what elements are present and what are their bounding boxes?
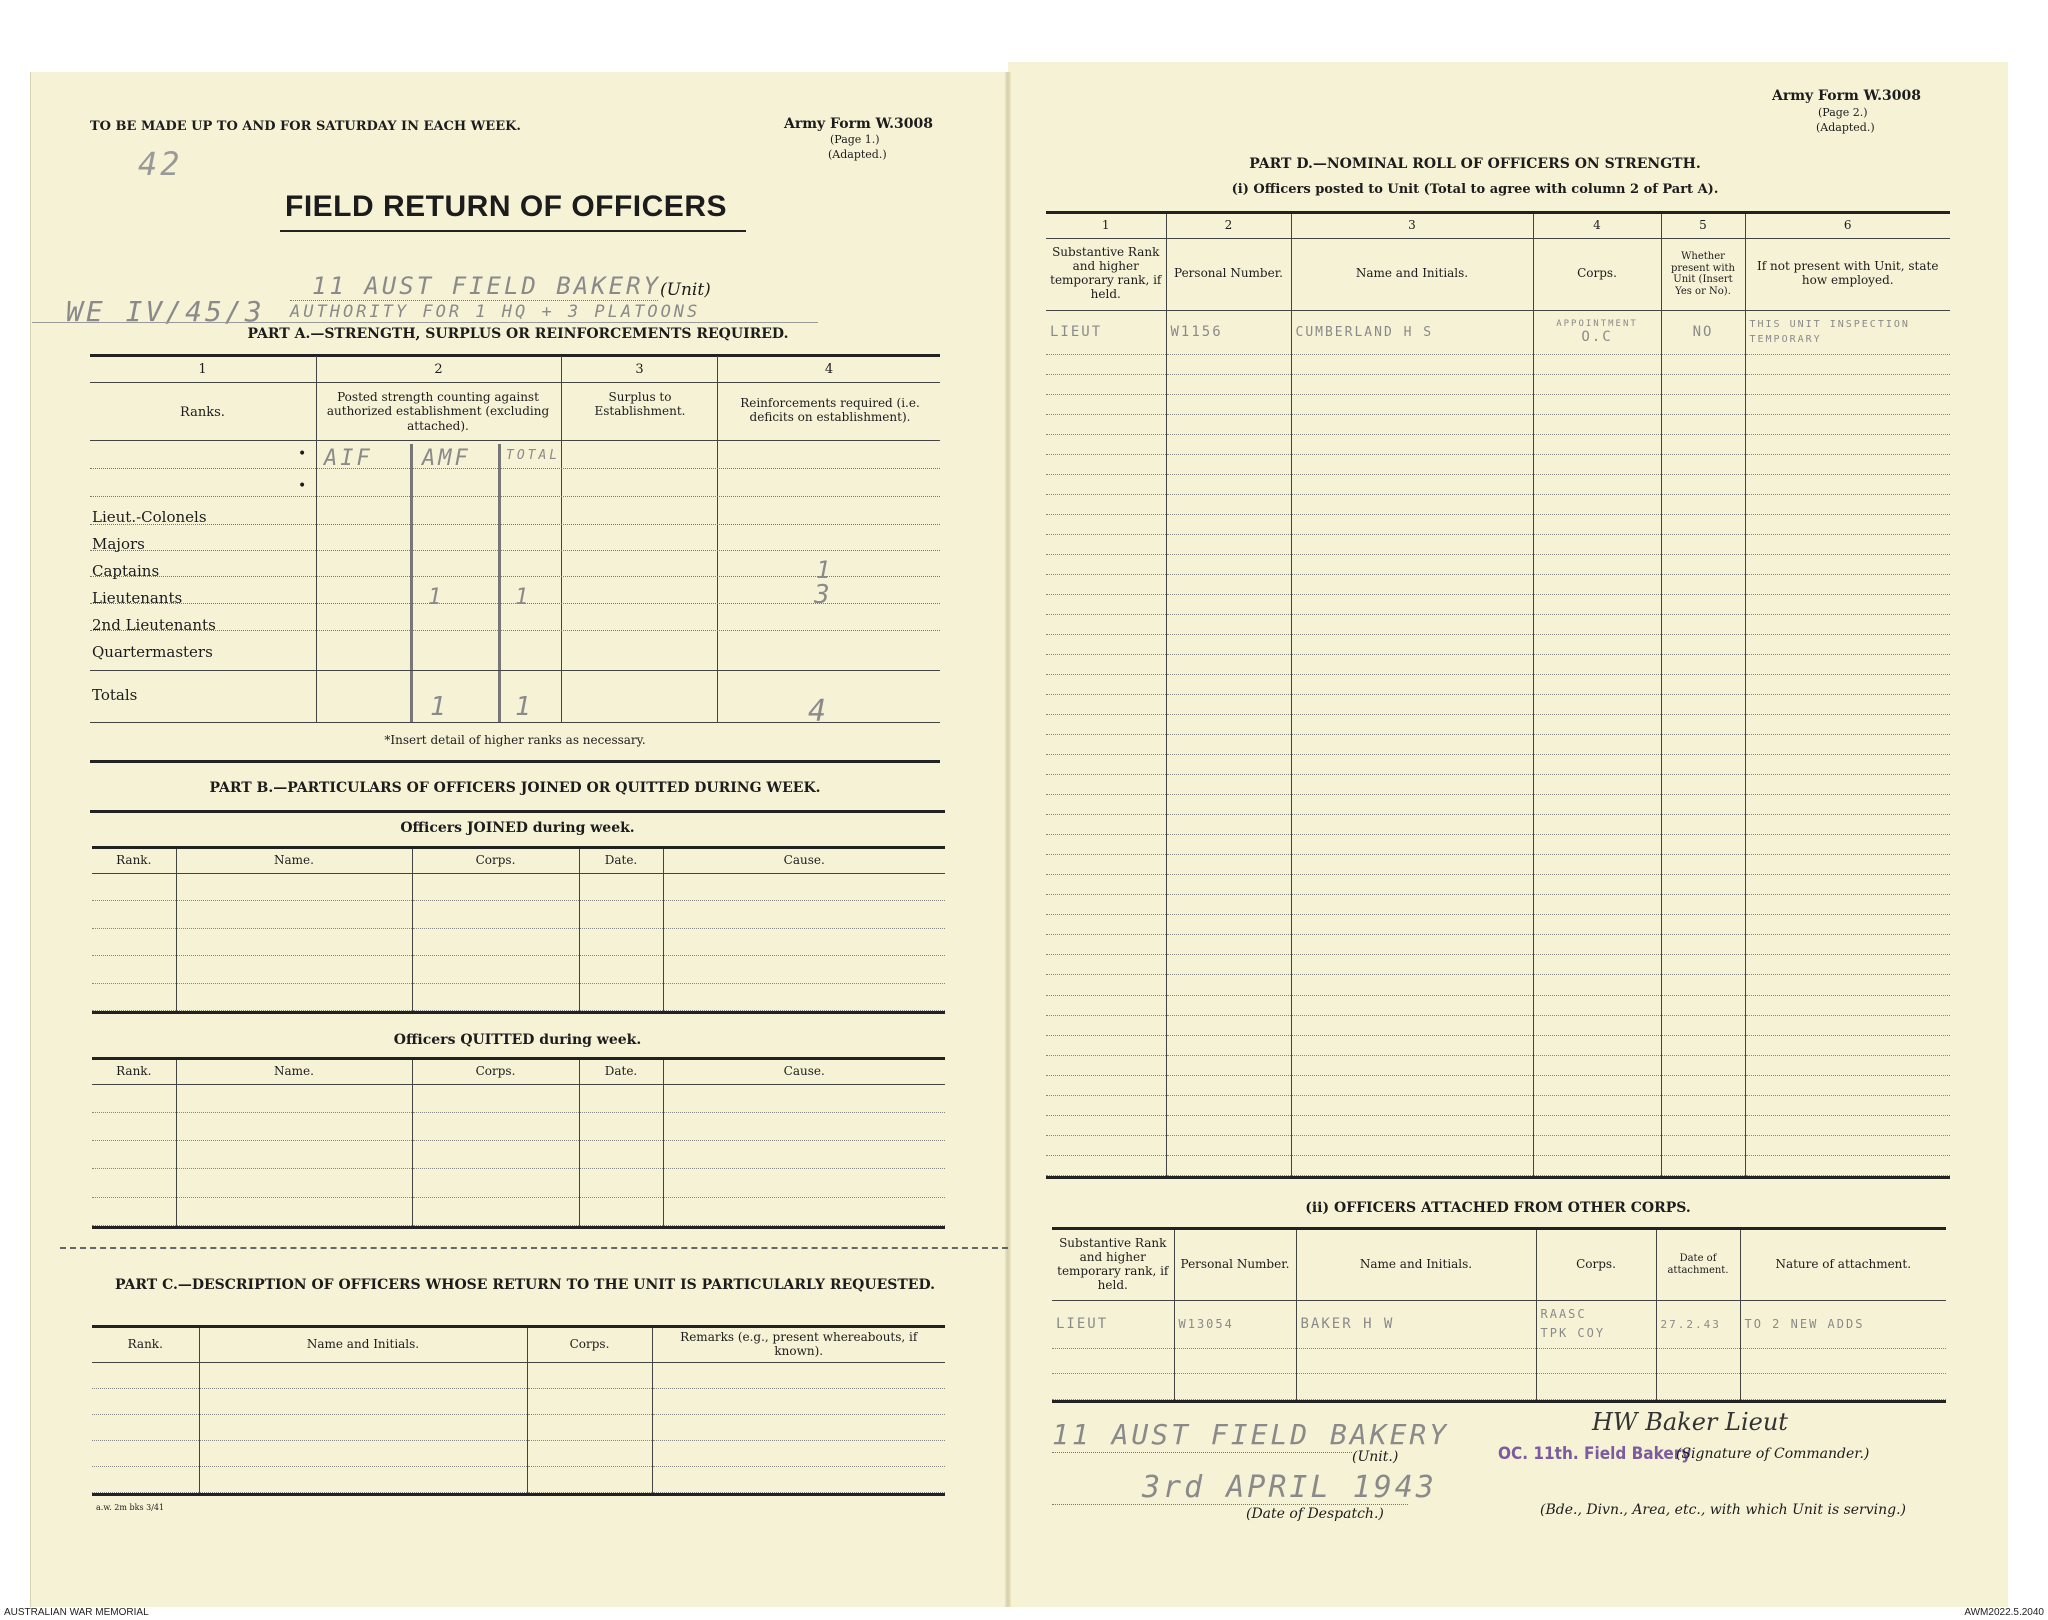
table-row [1046,715,1950,735]
table-row [1046,775,1950,795]
row-corps-value: O.C [1581,329,1613,345]
table-row [1052,1374,1946,1400]
part-a-col4-number: 4 [824,362,834,377]
table-row [92,1084,945,1112]
part-d-subtitle-i: (i) Officers posted to Unit (Total to agree with column 2 of Part A). [1231,182,1719,197]
table-row [1046,675,1950,695]
lieut-total-value: 1 [515,585,532,610]
part-d-num-2: 2 [1166,214,1291,238]
lieut-aif-value: 1 [428,585,445,610]
rank-captains: Captains [92,562,160,580]
part-d-title: PART D.—NOMINAL ROLL OF OFFICERS ON STRENGTH. [1249,156,1701,172]
table-row [1046,1135,1950,1155]
part-d-col-corps: Corps. [1533,238,1661,310]
row-employed: THIS UNIT INSPECTION TEMPORARY [1745,310,1950,354]
table-row [92,1440,945,1466]
rank-lieut-colonels: Lieut.-Colonels [92,508,207,526]
part-a-rule-3 [90,440,940,441]
joined-col-rank: Rank. [92,849,176,873]
part-a-totals-rule [90,670,940,671]
row-corps [1533,310,1661,354]
part-a-footnote: *Insert detail of higher ranks as necessary. [384,733,646,747]
despatch-date-label: (Date of Despatch.) [1246,1506,1384,1522]
unit-stamp: OC. 11th. Field Bakery [1498,1444,1692,1464]
attached-row-date: 27.2.43 [1656,1300,1740,1348]
row-name: CUMBERLAND H S [1291,310,1533,354]
total-total-value: 1 [515,692,534,722]
captains-reinf-value: 1 [816,556,834,584]
part-a-col3-header: Surplus to Establishment. [594,390,686,419]
row-number: W1156 [1166,310,1291,354]
unit-name-handwritten: 11 AUST FIELD BAKERY [312,272,661,300]
total-aif-value: 1 [430,692,449,722]
part-a-dot-3 [90,524,940,525]
amf-subheader: AMF [422,446,471,471]
table-row [1046,594,1950,614]
table-row [1046,1095,1950,1115]
handwritten-number: 42 [138,145,183,183]
table-row [92,983,945,1011]
part-a-rule-2 [90,382,940,383]
table-row [1046,795,1950,815]
asterisk-1: • [298,446,307,462]
table-row [1046,875,1950,895]
tear-line [60,1247,1008,1249]
part-a-col1-header: Ranks. [180,405,225,420]
attached-col-date: Date of attachment. [1656,1230,1740,1300]
table-row [92,1414,945,1440]
part-d-col-present: Whether present with Unit (Insert Yes or No). [1661,238,1745,310]
part-d-col-rank: Substantive Rank and higher temporary rank, if held. [1046,238,1166,310]
quitted-col-name: Name. [176,1060,412,1084]
table-row [1046,614,1950,634]
pencil-divider-1 [410,444,413,722]
footer-right: AWM2022.5.2040 [1964,1607,2044,1618]
rank-quartermasters: Quartermasters [92,643,213,661]
part-a-col2-header: Posted strength counting against authorized establishment (excluding attached). [326,390,550,433]
table-row [1046,654,1950,674]
table-row [1046,1075,1950,1095]
attached-row-rank: LIEUT [1052,1300,1174,1348]
table-row [1046,434,1950,454]
table-row [1046,310,1950,354]
part-a-dot-2 [90,496,940,497]
table-row [92,1362,945,1388]
row-corps-note: APPOINTMENT [1556,319,1638,329]
joined-col-name: Name. [176,849,412,873]
part-a-col4-header: Reinforcements required (i.e. deficits on establishment). [740,396,920,425]
rank-majors: Majors [92,535,145,553]
attached-row-corps-2: TPK COY [1540,1326,1606,1340]
joined-col-date: Date. [579,849,663,873]
part-b-top-rule [90,810,945,813]
table-row [1046,955,1950,975]
table-row [1046,514,1950,534]
part-c-title: PART C.—DESCRIPTION OF OFFICERS WHOSE RETURN TO THE UNIT IS PARTICULARLY REQUESTED. [115,1277,935,1293]
quitted-title: Officers QUITTED during week. [393,1032,642,1048]
table-row [1046,1035,1950,1055]
bde-label: (Bde., Divn., Area, etc., with which Unit is serving.) [1540,1502,1907,1518]
table-row [92,1197,945,1225]
table-row [1046,895,1950,915]
row-present: NO [1661,310,1745,354]
table-row [1046,494,1950,514]
rank-totals: Totals [92,686,138,704]
rank-lieutenants: Lieutenants [92,589,183,607]
part-a-top-rule [90,354,940,357]
aif-subheader: AIF [324,446,373,471]
part-a-dot-4 [90,550,940,551]
signature-unit-label: (Unit.) [1352,1449,1399,1465]
despatch-date-handwritten: 3rd APRIL 1943 [1142,1470,1437,1505]
joined-col-corps: Corps. [412,849,579,873]
part-a-col2-number: 2 [434,362,443,377]
table-row [1052,1300,1946,1348]
table-row [1046,835,1950,855]
part-c-col-name: Name and Initials. [199,1328,527,1362]
table-row [92,1112,945,1140]
attached-row-corps [1536,1300,1656,1348]
quitted-table [92,1057,945,1229]
attached-col-nature: Nature of attachment. [1740,1230,1946,1300]
part-a-dot-5 [90,576,940,577]
part-d-col-number: Personal Number. [1166,238,1291,310]
despatch-date-line [1052,1504,1408,1505]
table-row [1046,414,1950,434]
signature-label: (Signature of Commander.) [1676,1446,1870,1462]
part-a-vline-1 [316,356,317,722]
table-row [1046,454,1950,474]
attached-col-corps: Corps. [1536,1230,1656,1300]
table-row [92,873,945,901]
table-row [92,1141,945,1169]
part-d-num-4: 4 [1533,214,1661,238]
total-subheader: TOTAL [506,448,561,463]
table-row [1046,975,1950,995]
quitted-col-date: Date. [579,1060,663,1084]
rank-2nd-lieutenants: 2nd Lieutenants [92,616,216,634]
attached-row-name: BAKER H W [1296,1300,1536,1348]
table-row [1046,574,1950,594]
part-b-title: PART B.—PARTICULARS OF OFFICERS JOINED OR QUITTED DURING WEEK. [209,780,821,796]
table-row [1046,695,1950,715]
signature-unit-line [1052,1452,1352,1453]
table-row [1052,1348,1946,1374]
table-row [1046,554,1950,574]
part-a-dot-7 [90,630,940,631]
table-row [1046,1155,1950,1175]
quitted-col-cause: Cause. [663,1060,945,1084]
table-row [1046,735,1950,755]
attached-col-number: Personal Number. [1174,1230,1296,1300]
attached-row-nature: TO 2 NEW ADDS [1740,1300,1946,1348]
authority-note: AUTHORITY FOR 1 HQ + 3 PLATOONS [290,302,701,322]
part-d-num-1: 1 [1046,214,1166,238]
table-row [1046,374,1950,394]
part-c-table [92,1325,945,1496]
unit-dotted-line [290,300,658,301]
part-a-col3-number: 3 [635,362,644,377]
part-a-col1-number: 1 [198,362,207,377]
adapted-p2: (Adapted.) [1816,121,1875,134]
part-d-num-3: 3 [1291,214,1533,238]
part-d-subtitle-ii: (ii) OFFICERS ATTACHED FROM OTHER CORPS. [1305,1200,1691,1216]
joined-table [92,846,945,1014]
attached-row-corps-value: RAASC [1540,1306,1587,1321]
page-number-p2: (Page 2.) [1818,106,1868,119]
form-number-p1: Army Form W.3008 [784,116,934,132]
table-row [1046,815,1950,835]
joined-title: Officers JOINED during week. [400,820,635,836]
table-row [1046,935,1950,955]
table-row [1046,915,1950,935]
page-title: FIELD RETURN OF OFFICERS [285,190,727,223]
part-a-title: PART A.—STRENGTH, SURPLUS OR REINFORCEMENTS REQUIRED. [247,326,789,342]
total-reinf-value: 4 [808,694,830,729]
table-row [92,1169,945,1197]
form-number-p2: Army Form W.3008 [1772,88,1922,104]
part-a-footnote-rule [90,760,940,763]
part-c-col-corps: Corps. [527,1328,652,1362]
table-row [92,1466,945,1492]
part-a-vline-3 [717,356,718,722]
table-row [92,956,945,984]
table-row [1046,354,1950,374]
table-row [1046,634,1950,654]
attached-table [1052,1227,1946,1403]
part-c-col-remarks: Remarks (e.g., present whereabouts, if known). [652,1328,945,1362]
part-d-col-employed: If not present with Unit, state how employed. [1745,238,1950,310]
attached-row-number: W13054 [1174,1300,1296,1348]
table-row [1046,474,1950,494]
quitted-col-corps: Corps. [412,1060,579,1084]
adapted-p1: (Adapted.) [828,148,887,161]
part-d-num-5: 5 [1661,214,1745,238]
part-d-col-name: Name and Initials. [1291,238,1533,310]
table-row [1046,1055,1950,1075]
unit-label: (Unit) [660,280,711,300]
pencil-divider-2 [498,444,501,722]
quitted-col-rank: Rank. [92,1060,176,1084]
row-rank: LIEUT [1046,310,1166,354]
title-underline [280,230,746,232]
part-d-num-6: 6 [1745,214,1950,238]
footer-left: AUSTRALIAN WAR MEMORIAL [4,1607,149,1618]
table-row [1046,995,1950,1015]
table-row [1046,855,1950,875]
table-row [1046,534,1950,554]
signature-unit-handwritten: 11 AUST FIELD BAKERY [1052,1418,1450,1451]
we-reference: WE IV/45/3 [66,295,265,328]
part-a-vline-2 [561,356,562,722]
page-fold [1005,72,1011,1607]
table-row [92,1388,945,1414]
table-row [1046,394,1950,414]
table-row [1046,755,1950,775]
joined-col-cause: Cause. [663,849,945,873]
instruction-text: TO BE MADE UP TO AND FOR SATURDAY IN EACH WEEK. [90,119,521,134]
table-row [1046,1015,1950,1035]
part-a-dot-1 [90,468,940,469]
part-c-col-rank: Rank. [92,1328,199,1362]
part-d-table [1046,211,1950,1179]
asterisk-2: • [298,478,307,494]
lieut-reinf-value: 3 [814,580,833,610]
pencil-line [32,322,818,323]
table-row [92,928,945,956]
page-number-p1: (Page 1.) [830,133,880,146]
commander-signature: HW Baker Lieut [1592,1408,1788,1436]
attached-col-rank: Substantive Rank and higher temporary rank, if held. [1052,1230,1174,1300]
table-row [92,901,945,929]
attached-col-name: Name and Initials. [1296,1230,1536,1300]
print-code: a.w. 2m bks 3/41 [96,1503,165,1512]
table-row [1046,1115,1950,1135]
